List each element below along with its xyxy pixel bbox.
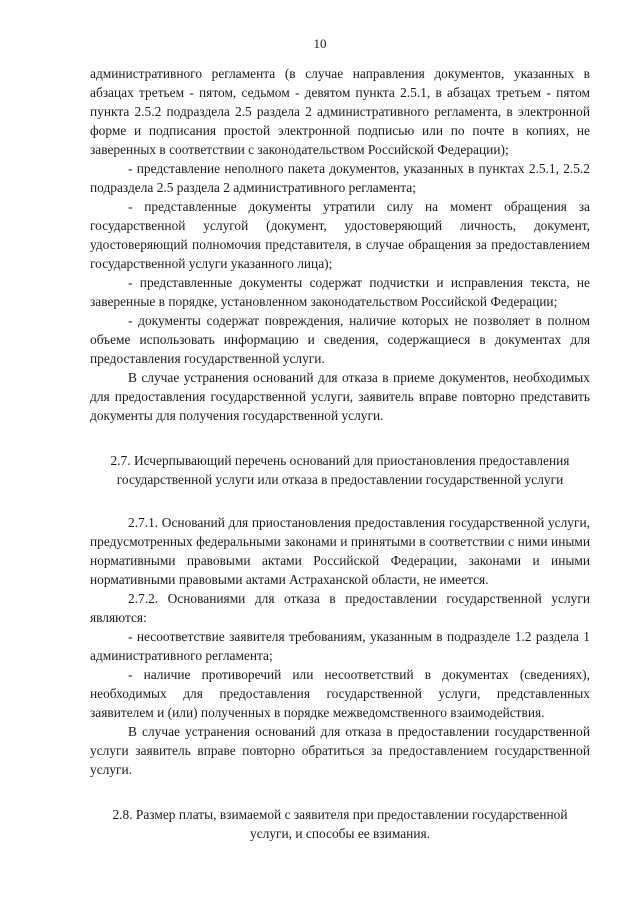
paragraph-continuation: административного регламента (в случае направления документов, указанных в абзацах третьем - пятом, седьмом - девятом пункта 2.5.1, в абзацах третьем - пятом пункта 2.5.2 подраздела 2.5 раздела 2 административного регламента, в электронной форме и подписания простой электронной подписью или по почте в копиях, не заверенных в соответствии с законодательством Российской Федерации); [90, 66, 590, 157]
paragraph-2-7-1: 2.7.1. Оснований для приостановления предоставления государственной услуги, предусмотренных федеральными законами и принятыми в соответствии с ними иными нормативными правовыми актами Российской Федерации, законами и иными нормативными правовыми актами Астраханской области, не имеется. [90, 515, 590, 587]
list-item-contradictions: - наличие противоречий или несоответствий в документах (сведениях), необходимых для предоставления государственной услуги, представленных заявителем и (или) полученных в порядке межведомственного взаимодействия. [90, 667, 590, 720]
list-item-incomplete-package: - представление неполного пакета документов, указанных в пунктах 2.5.1, 2.5.2 подраздела 2.5 раздела 2 административного регламента; [90, 161, 590, 195]
list-item-expired-documents: - представленные документы утратили силу на момент обращения за государственной услугой (документ, удостоверяющий личность, документ, удостоверяющий полномочия представителя, в случае обращения за предоставлением государственной услуги указанного лица); [90, 199, 590, 271]
paragraph-reapply: В случае устранения оснований для отказа в предоставлении государственной услуги заявитель вправе повторно обратиться за предоставлением государственной услуги. [90, 724, 590, 777]
paragraph-resubmission: В случае устранения оснований для отказа в приеме документов, необходимых для предоставления государственной услуги, заявитель вправе повторно представить документы для получения государственной услуги. [90, 370, 590, 423]
document-body [90, 64, 590, 867]
list-item-nonconformity: - несоответствие заявителя требованиям, указанным в подразделе 1.2 раздела 1 административного регламента; [90, 629, 590, 663]
paragraph-2-7-2: 2.7.2. Основаниями для отказа в предоставлении государственной услуги являются: [90, 591, 590, 625]
section-heading-2-7: 2.7. Исчерпывающий перечень оснований для приостановления предоставления государственной услуги или отказа в предоставлении государственной услуги [110, 453, 570, 487]
section-heading-2-8: 2.8. Размер платы, взимаемой с заявителя при предоставлении государственной услуги, и способы ее взимания. [112, 807, 568, 841]
list-item-corrections: - представленные документы содержат подчистки и исправления текста, не заверенные в порядке, установленном законодательством Российской Федерации; [90, 275, 590, 309]
page-number: 10 [313, 36, 327, 51]
list-item-damaged-documents: - документы содержат повреждения, наличие которых не позволяет в полном объеме использовать информацию и сведения, содержащиеся в документах для предоставления государственной услуги. [90, 313, 590, 366]
